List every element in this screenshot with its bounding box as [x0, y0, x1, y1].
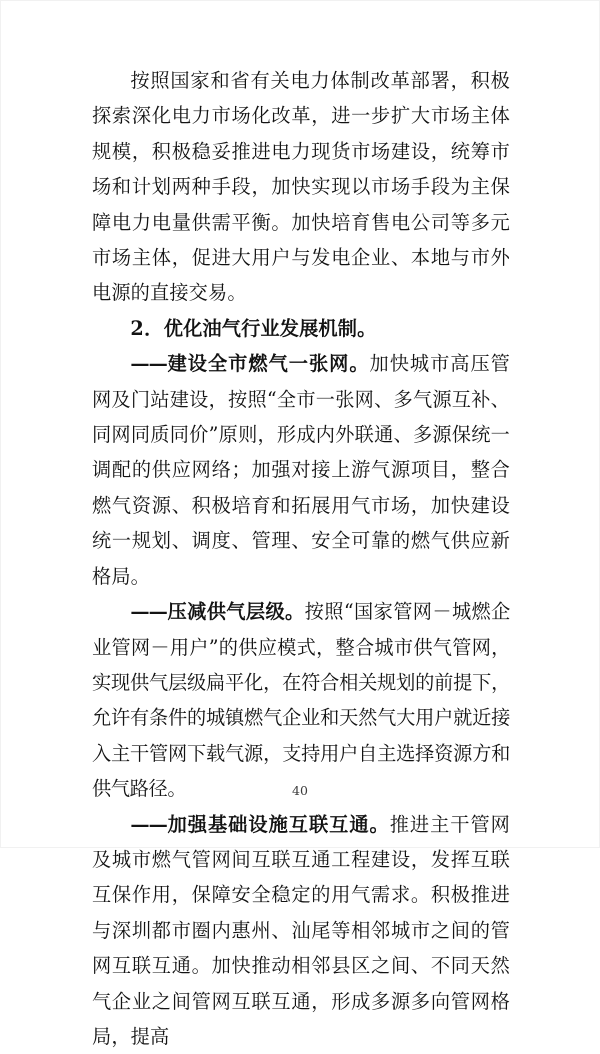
paragraph-one-gas-network	[92, 346, 510, 594]
paragraph-reduce-supply-levels	[92, 594, 510, 806]
em-dash-marker: ——	[130, 352, 167, 376]
dash-item-body-one-gas-network: 加快城市高压管网及门站建设，按照“全市一张网、多气源互补、同网同质同价”原则，形成内外联通、多源保统一调配的供应网络；加强对接上游气源项目，整合燃气资源、积极培育和拓展用气市场，加快建设统一规划、调度、管理、安全可靠的燃气供应新格局。	[92, 352, 510, 588]
dash-item-lead-infrastructure-interconnection: 加强基础设施互联互通。	[166, 812, 390, 836]
paragraph-infrastructure-interconnection	[92, 807, 510, 1054]
dash-item-lead-reduce-supply-levels: 压减供气层级。	[166, 600, 305, 624]
em-dash-marker: ——	[130, 600, 167, 624]
heading-oil-gas-mechanism	[92, 311, 510, 346]
dash-item-body-reduce-supply-levels: 按照“国家管网－城燃企业管网－用户”的供应模式，整合城市供气管网，实现供气层级扁平化，在符合相关规划的前提下，允许有条件的城镇燃气企业和天然气大用户就近接入主干管网下载气源，支持用户自主选择资源方和供气路径。	[92, 600, 510, 801]
heading-number: 2．	[130, 316, 164, 340]
dash-item-lead-one-gas-network: 建设全市燃气一张网。	[166, 352, 370, 376]
page-number: 40	[292, 783, 308, 798]
dash-item-body-infrastructure-interconnection: 推进主干管网及城市燃气管网间互联互通工程建设，发挥互联互保作用，保障安全稳定的用气需求。积极推进与深圳都市圈内惠州、汕尾等相邻城市之间的管网互联互通。加快推动相邻县区之间、不同天然气企业之间管网互联互通，形成多源多向管网格局，提高	[92, 812, 510, 1048]
page-content	[92, 63, 510, 1054]
paragraph-power-market-reform: 按照国家和省有关电力体制改革部署，积极探索深化电力市场化改革，进一步扩大市场主体规模，积极稳妥推进电力现货市场建设，统筹市场和计划两种手段，加快实现以市场手段为主保障电力电量供需平衡。加快培育售电公司等多元市场主体，促进大用户与发电企业、本地与市外电源的直接交易。	[92, 69, 510, 305]
em-dash-marker: ——	[130, 812, 167, 836]
heading-text: 优化油气行业发展机制。	[163, 316, 377, 340]
